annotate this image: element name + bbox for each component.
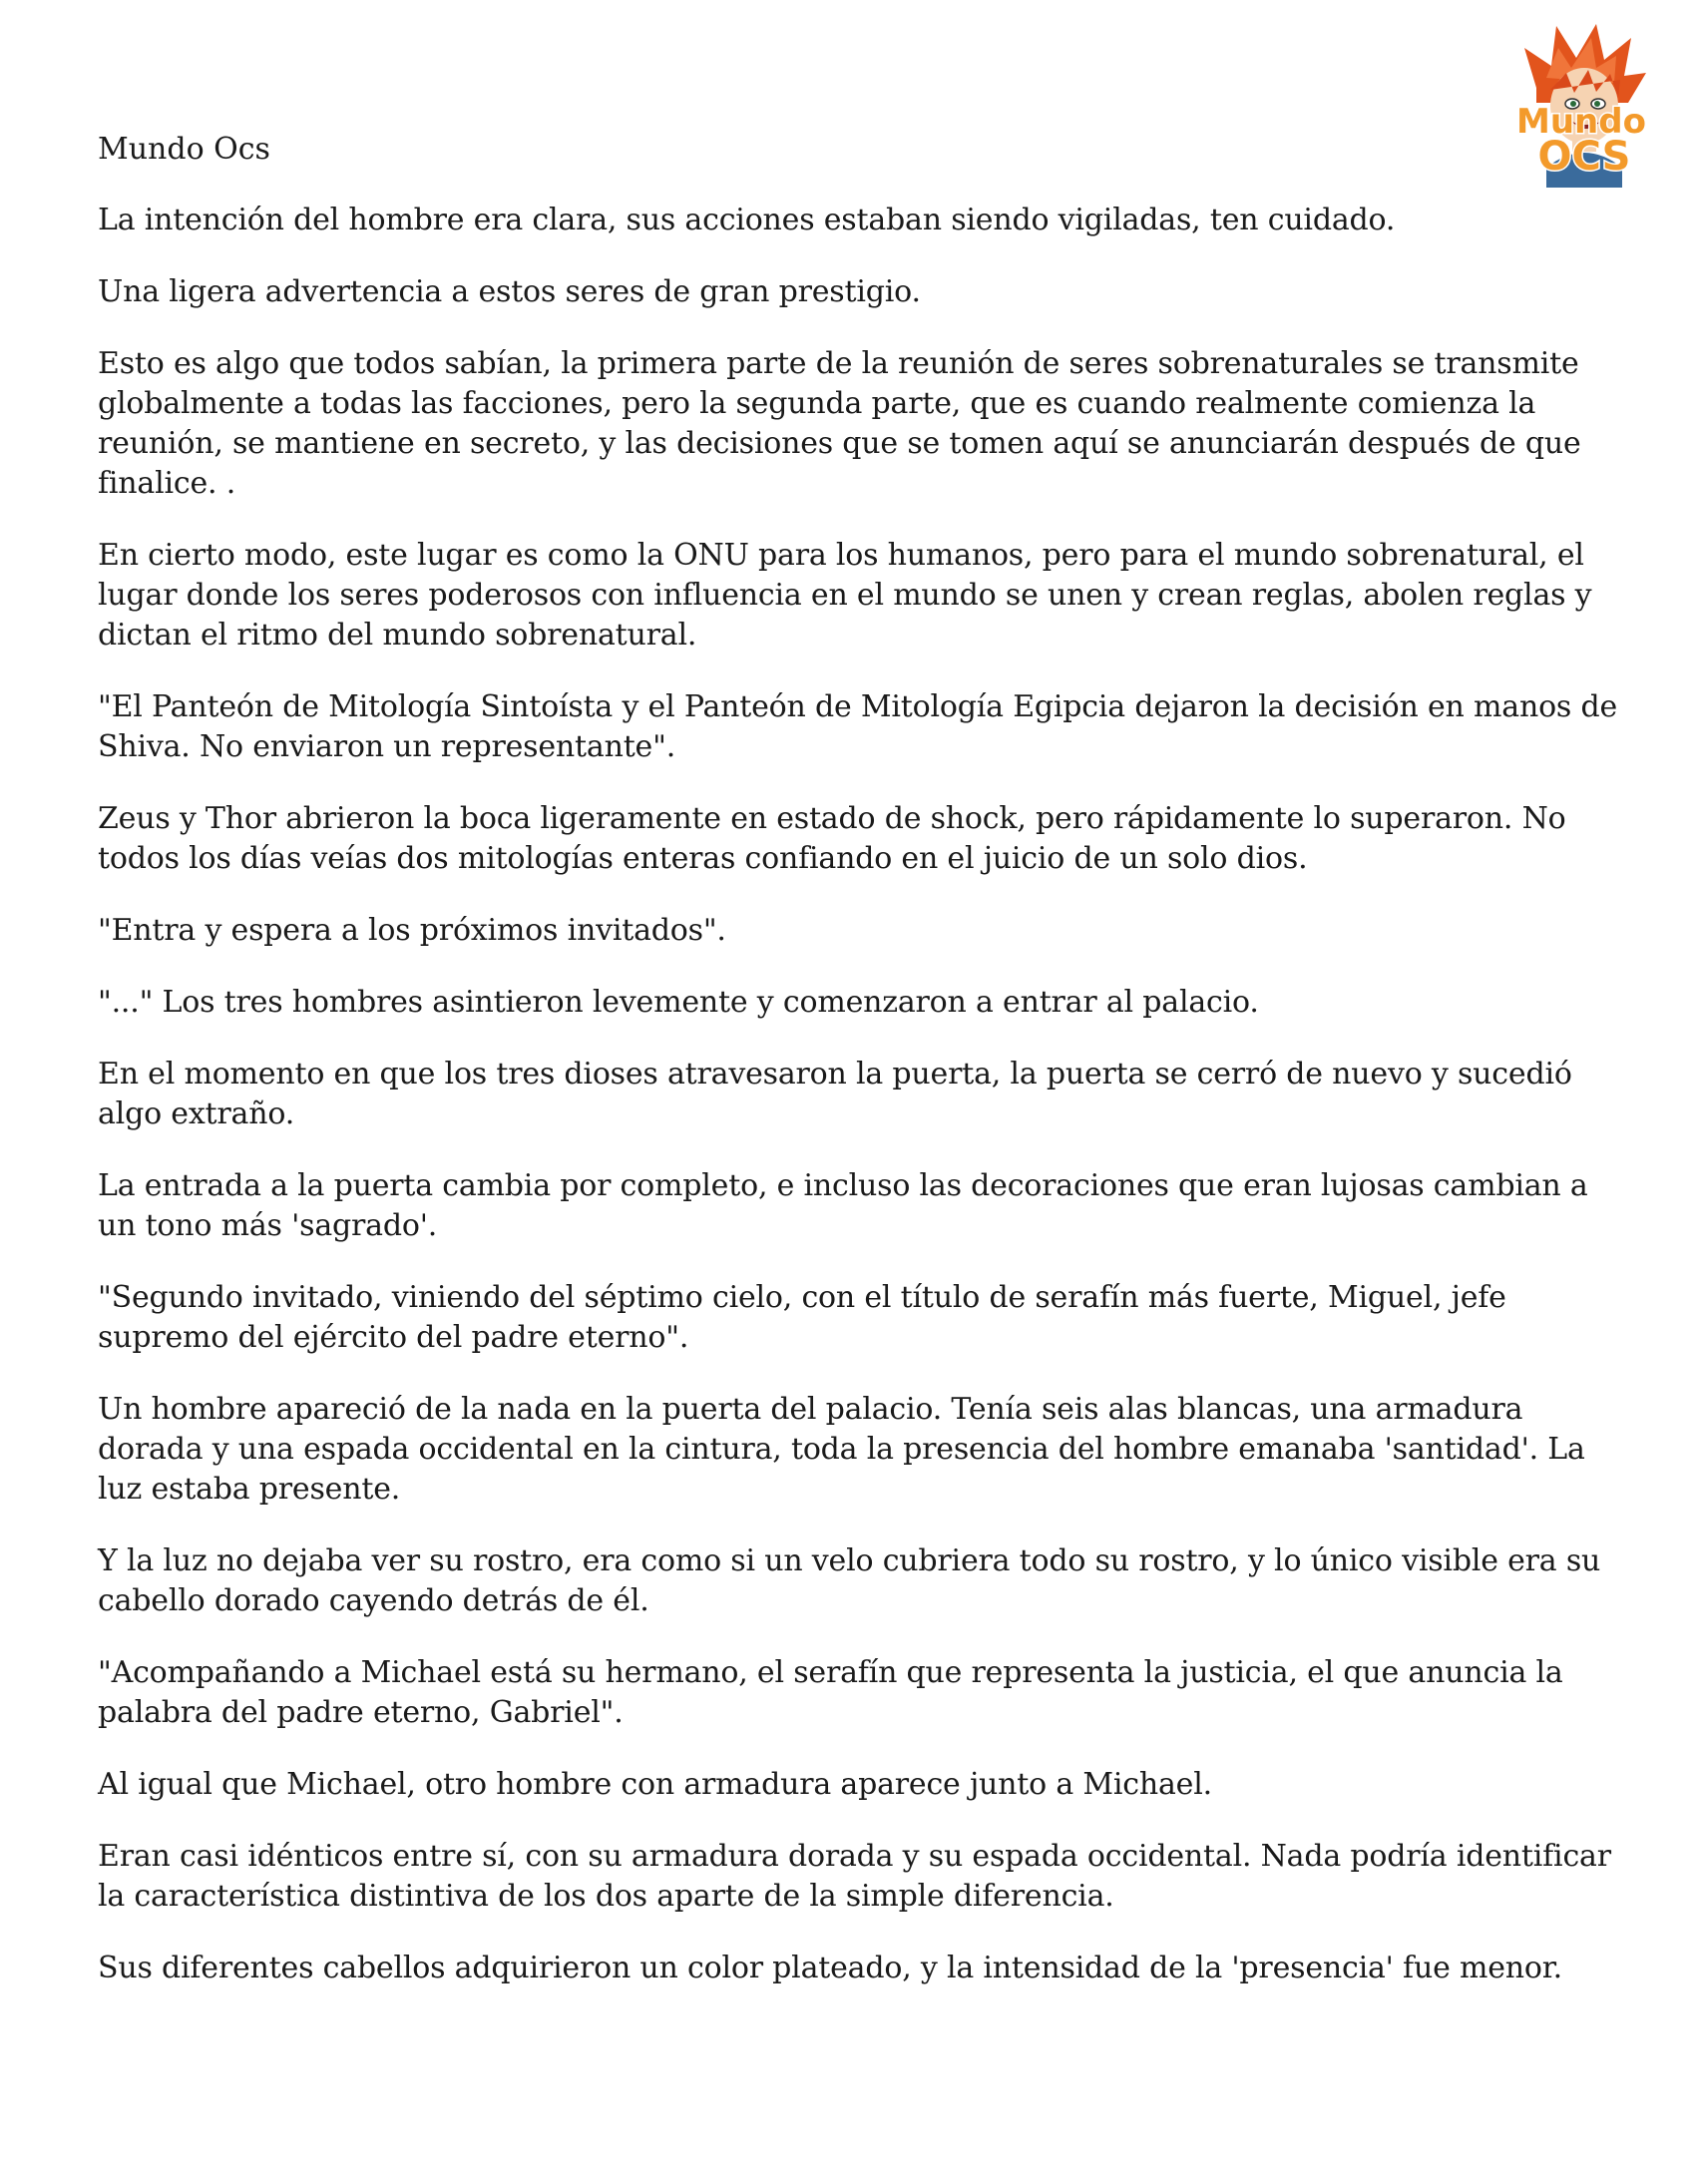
paragraph: Un hombre apareció de la nada en la puerta del palacio. Tenía seis alas blancas, una armadura dorada y una espada occidental en la cintura, toda la presencia del hombre emanaba 'santidad'. La luz estaba presente.: [98, 1392, 1585, 1507]
paragraph: Al igual que Michael, otro hombre con armadura aparece junto a Michael.: [98, 1767, 1212, 1802]
paragraph: Sus diferentes cabellos adquirieron un color plateado, y la intensidad de la 'presencia' fue menor.: [98, 1951, 1562, 1985]
paragraph: Y la luz no dejaba ver su rostro, era como si un velo cubriera todo su rostro, y lo único visible era su cabello dorado cayendo detrás de él.: [98, 1543, 1601, 1618]
logo-text-bottom: OCS: [1537, 134, 1631, 180]
paragraph: En cierto modo, este lugar es como la ONU para los humanos, pero para el mundo sobrenatural, el lugar donde los seres poderosos con influencia en el mundo se unen y crean reglas, abolen reglas y dictan el ritmo del mundo sobrenatural.: [98, 538, 1592, 653]
logo-text-top: Mundo: [1516, 102, 1646, 142]
paragraph: "Segundo invitado, viniendo del séptimo cielo, con el título de serafín más fuerte, Miguel, jefe supremo del ejército del padre eterno".: [98, 1280, 1506, 1355]
paragraph: "Acompañando a Michael está su hermano, el serafín que representa la justicia, el que anuncia la palabra del padre eterno, Gabriel".: [98, 1655, 1563, 1730]
paragraph: Zeus y Thor abrieron la boca ligeramente en estado de shock, pero rápidamente lo superaron. No todos los días veías dos mitologías enteras confiando en el juicio de un solo dios.: [98, 801, 1566, 876]
paragraph: Eran casi idénticos entre sí, con su armadura dorada y su espada occidental. Nada podría identificar la característica distintiva de los dos aparte de la simple diferencia.: [98, 1839, 1611, 1914]
paragraph: Una ligera advertencia a estos seres de gran prestigio.: [98, 274, 921, 309]
document-body: [98, 130, 1634, 2020]
paragraph: La entrada a la puerta cambia por completo, e incluso las decoraciones que eran lujosas cambian a un tono más 'sagrado'.: [98, 1168, 1588, 1243]
paragraph: En el momento en que los tres dioses atravesaron la puerta, la puerta se cerró de nuevo y sucedió algo extraño.: [98, 1057, 1572, 1131]
paragraph: "Entra y espera a los próximos invitados".: [98, 913, 726, 948]
paragraph: Esto es algo que todos sabían, la primera parte de la reunión de seres sobrenaturales se transmite globalmente a todas las facciones, pero la segunda parte, que es cuando realmente comienza la reunión, se mantiene en secreto, y las decisiones que se tomen aquí se anunciarán después de que finalice. .: [98, 346, 1581, 501]
paragraph: "..." Los tres hombres asintieron levemente y comenzaron a entrar al palacio.: [98, 985, 1259, 1020]
paragraph: La intención del hombre era clara, sus acciones estaban siendo vigiladas, ten cuidado.: [98, 203, 1396, 237]
document-heading: Mundo Ocs: [98, 132, 270, 167]
paragraph: "El Panteón de Mitología Sintoísta y el Panteón de Mitología Egipcia dejaron la decisión en manos de Shiva. No enviaron un representante".: [98, 689, 1618, 764]
